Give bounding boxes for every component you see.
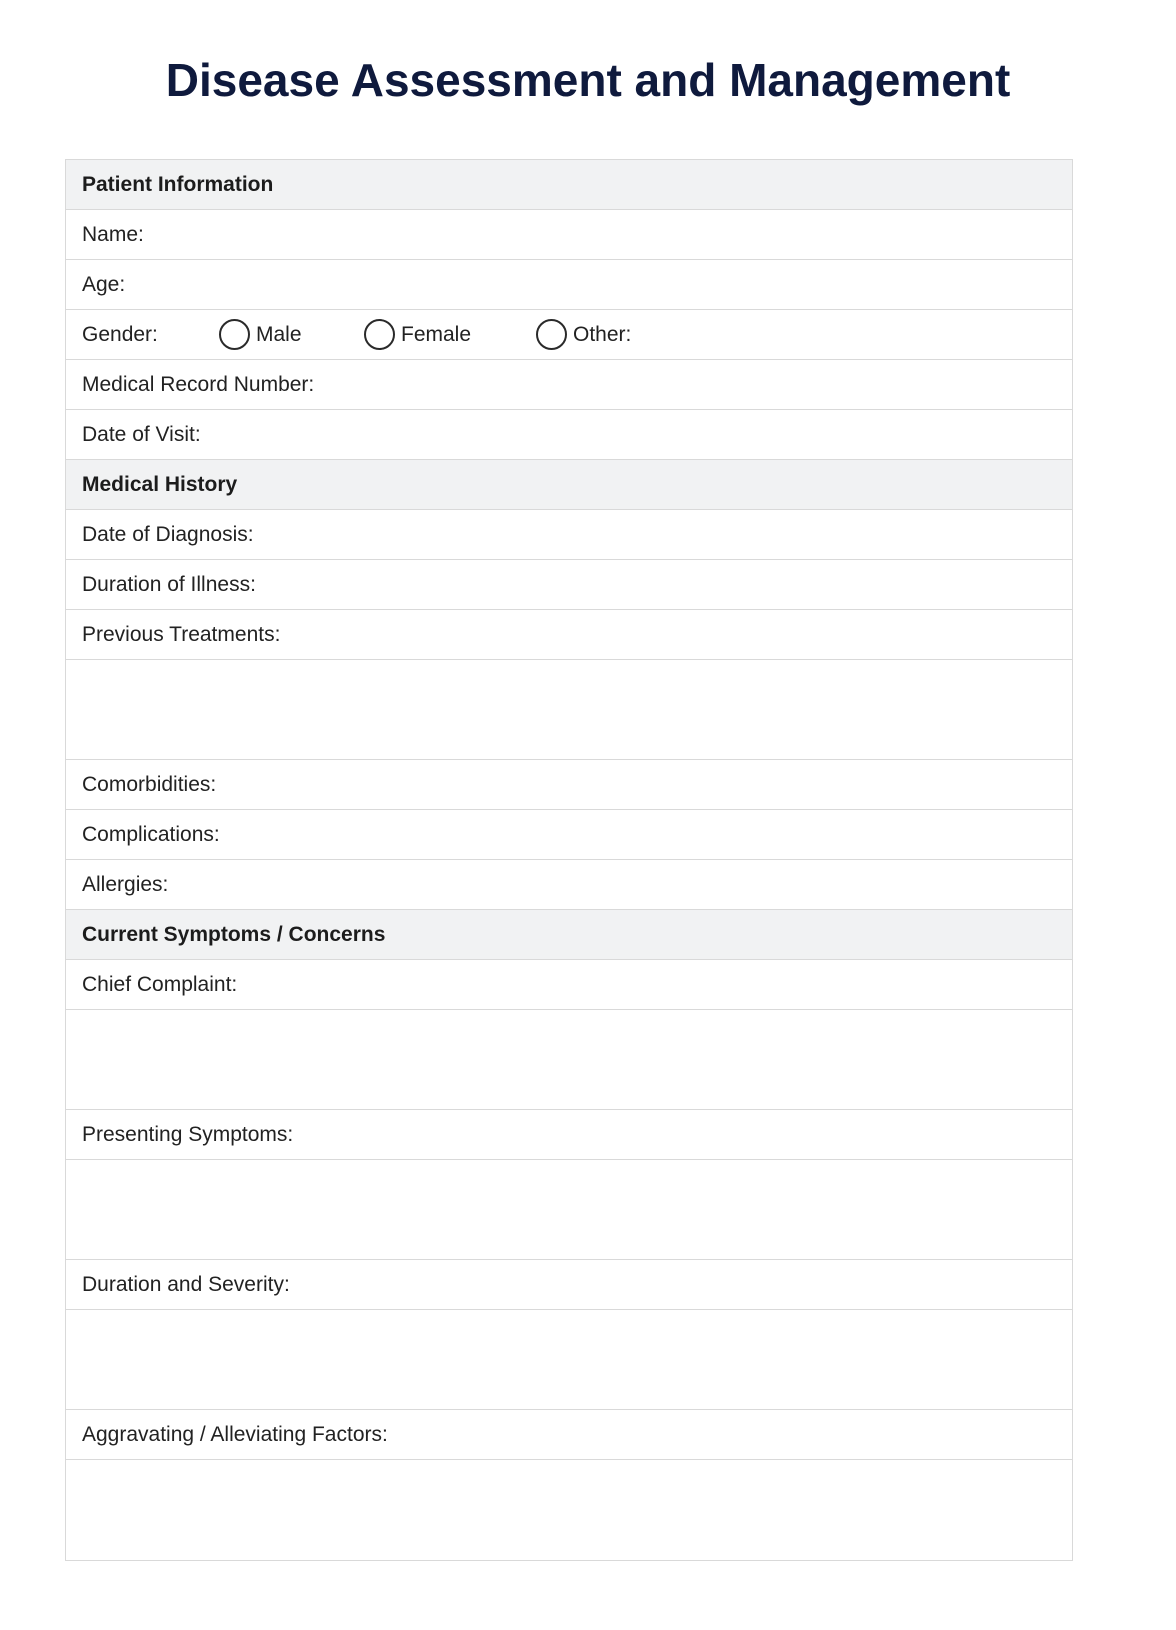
duration-of-illness-field[interactable]: [66, 560, 1072, 610]
gender-label: Gender:: [82, 322, 158, 346]
aggravating-alleviating-factors-label: Aggravating / Alleviating Factors:: [82, 1422, 388, 1446]
aggravating-alleviating-factors-field: [66, 1410, 1072, 1460]
chief-complaint-field: [66, 960, 1072, 1010]
radio-other[interactable]: [536, 319, 567, 350]
allergies-label: Allergies:: [82, 872, 169, 896]
date-of-visit-label: Date of Visit:: [82, 422, 201, 446]
section-header-current-symptoms: Current Symptoms / Concerns: [66, 910, 1072, 960]
gender-option-female[interactable]: [364, 319, 536, 350]
age-label: Age:: [82, 272, 126, 296]
date-of-visit-field[interactable]: [66, 410, 1072, 460]
assessment-form: [65, 159, 1073, 1561]
page-title: Disease Assessment and Management: [165, 54, 1011, 106]
gender-radio-group: [219, 319, 631, 350]
chief-complaint-label: Chief Complaint:: [82, 972, 238, 996]
presenting-symptoms-input-area[interactable]: [66, 1160, 1072, 1260]
gender-option-male-label: Male: [256, 322, 302, 346]
section-header-patient-information: Patient Information: [66, 160, 1072, 210]
medical-record-number-field[interactable]: [66, 360, 1072, 410]
comorbidities-label: Comorbidities:: [82, 772, 217, 796]
gender-option-male[interactable]: [219, 319, 364, 350]
duration-and-severity-input-area[interactable]: [66, 1310, 1072, 1410]
radio-female[interactable]: [364, 319, 395, 350]
previous-treatments-field: [66, 610, 1072, 660]
name-label: Name:: [82, 222, 144, 246]
presenting-symptoms-label: Presenting Symptoms:: [82, 1122, 294, 1146]
age-field[interactable]: [66, 260, 1072, 310]
medical-record-number-label: Medical Record Number:: [82, 372, 315, 396]
radio-male[interactable]: [219, 319, 250, 350]
date-of-diagnosis-label: Date of Diagnosis:: [82, 522, 254, 546]
name-field[interactable]: [66, 210, 1072, 260]
section-header-medical-history: Medical History: [66, 460, 1072, 510]
previous-treatments-input-area[interactable]: [66, 660, 1072, 760]
date-of-diagnosis-field[interactable]: [66, 510, 1072, 560]
gender-field: [66, 310, 1072, 360]
duration-and-severity-field: [66, 1260, 1072, 1310]
duration-and-severity-label: Duration and Severity:: [82, 1272, 290, 1296]
complications-field[interactable]: [66, 810, 1072, 860]
comorbidities-field[interactable]: [66, 760, 1072, 810]
gender-option-other[interactable]: [536, 319, 631, 350]
chief-complaint-input-area[interactable]: [66, 1010, 1072, 1110]
presenting-symptoms-field: [66, 1110, 1072, 1160]
aggravating-alleviating-factors-input-area[interactable]: [66, 1460, 1072, 1560]
gender-option-female-label: Female: [401, 322, 472, 346]
previous-treatments-label: Previous Treatments:: [82, 622, 281, 646]
allergies-field[interactable]: [66, 860, 1072, 910]
complications-label: Complications:: [82, 822, 220, 846]
duration-of-illness-label: Duration of Illness:: [82, 572, 256, 596]
gender-option-other-label: Other:: [573, 322, 632, 346]
